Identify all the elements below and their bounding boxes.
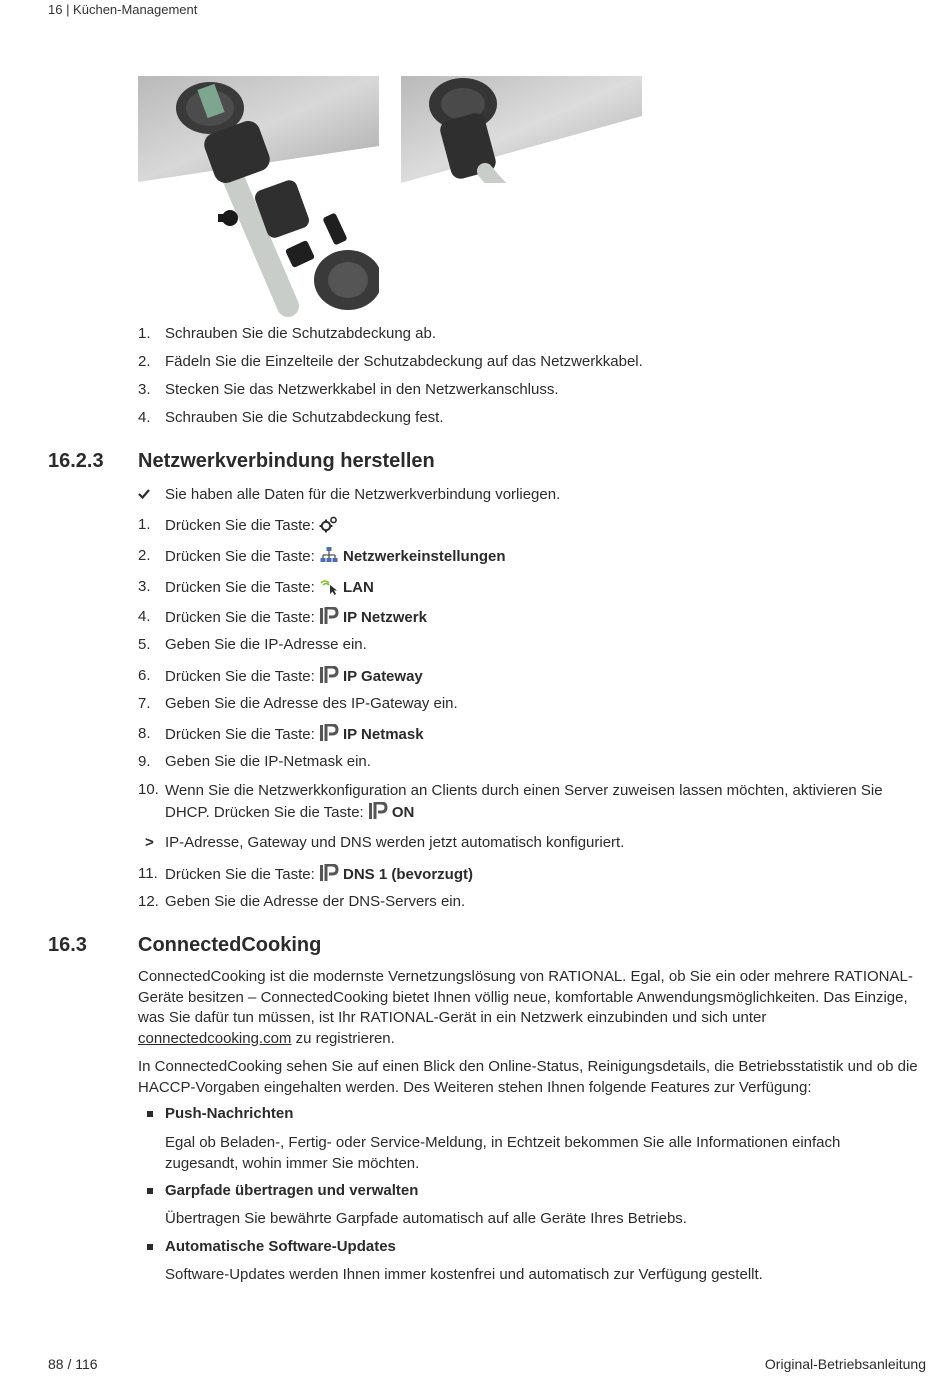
step-text: Drücken Sie die Taste: — [165, 548, 315, 565]
running-header: 16 | Küchen-Management — [48, 2, 198, 17]
step-number: 8. — [138, 725, 151, 742]
button-label: IP Netmask — [342, 726, 424, 743]
step-text: DHCP. Drücken Sie die Taste: — [165, 804, 364, 821]
step-number: 11. — [138, 865, 158, 882]
button-label: IP Netzwerk — [342, 609, 427, 626]
step-text: Drücken Sie die Taste: — [165, 726, 315, 743]
feature-title: Garpfade übertragen und verwalten — [165, 1182, 419, 1199]
document-title: Original-Betriebsanleitung — [764, 1356, 926, 1372]
step-number: 2. — [138, 547, 151, 564]
step-text: Geben Sie die IP-Netmask ein. — [165, 753, 371, 770]
step-number: 6. — [138, 667, 151, 684]
cover-assembled-photo — [401, 76, 642, 183]
step-text: Drücken Sie die Taste: — [165, 609, 315, 626]
features-intro-paragraph: In ConnectedCooking sehen Sie auf einen Blick den Online-Status, Reinigungsdetails, die Betriebsstatistik und ob die HACCP-Vorgaben eingehalten werden. Des Weiteren stehen Ihnen folgende Features zur Verfügung: — [138, 1058, 918, 1096]
button-label: LAN — [342, 579, 374, 596]
feature-description: Egal ob Beladen-, Fertig- oder Service-Meldung, in Echtzeit bekommen Sie alle Informationen einfach zugesandt, wohin immer Sie möchten. — [165, 1134, 841, 1172]
step-number: 9. — [138, 753, 151, 770]
step-number: 2. — [138, 353, 151, 370]
bullet-icon — [147, 1111, 153, 1117]
step-number: 5. — [138, 636, 151, 653]
step-text: Schrauben Sie die Schutzabdeckung fest. — [165, 409, 444, 426]
step-number: 4. — [138, 608, 151, 625]
button-label: Netzwerkeinstellungen — [342, 548, 506, 565]
lan-icon[interactable] — [319, 577, 339, 601]
step-text: Geben Sie die Adresse der DNS-Servers ein. — [165, 893, 466, 910]
step-number: 12. — [138, 893, 159, 910]
section-title: ConnectedCooking — [138, 934, 322, 956]
ip-network-icon[interactable] — [319, 607, 339, 631]
button-label: ON — [391, 804, 415, 821]
step-number: 7. — [138, 695, 151, 712]
network-step — [138, 780, 910, 824]
feature-description: Übertragen Sie bewährte Garpfade automatisch auf alle Geräte Ihres Betriebs. — [165, 1210, 687, 1227]
step-number: 3. — [138, 578, 151, 595]
step-number: 4. — [138, 409, 151, 426]
step-text: Wenn Sie die Netzwerkkonfiguration an Clients durch einen Server zuweisen lassen möchten, aktivieren Sie — [165, 782, 883, 799]
section-number: 16.3 — [48, 934, 87, 956]
step-number: 1. — [138, 325, 151, 342]
section-title: Netzwerkverbindung herstellen — [138, 450, 435, 472]
feature-title: Automatische Software-Updates — [165, 1238, 396, 1255]
step-text: Geben Sie die Adresse des IP-Gateway ein. — [165, 695, 458, 712]
step-number: 1. — [138, 516, 151, 533]
bullet-icon — [147, 1244, 153, 1250]
feature-description: Software-Updates werden Ihnen immer kostenfrei und automatisch zur Verfügung gestellt. — [165, 1266, 763, 1283]
step-text: Fädeln Sie die Einzelteile der Schutzabdeckung auf das Netzwerkkabel. — [165, 353, 643, 370]
button-label: IP Gateway — [342, 668, 423, 685]
step-text: Schrauben Sie die Schutzabdeckung ab. — [165, 325, 437, 342]
network-settings-icon[interactable] — [319, 546, 339, 570]
checkmark-icon — [138, 485, 164, 505]
bullet-icon — [147, 1188, 153, 1194]
step-text: Drücken Sie die Taste: — [165, 517, 315, 534]
feature-title: Push-Nachrichten — [165, 1105, 294, 1122]
step-text: Drücken Sie die Taste: — [165, 866, 315, 883]
precondition-text: Sie haben alle Daten für die Netzwerkverbindung vorliegen. — [165, 486, 561, 503]
result-marker: > — [145, 834, 154, 851]
step-text: Drücken Sie die Taste: — [165, 579, 315, 596]
page-number: 88 / 116 — [48, 1356, 98, 1372]
ip-dns-icon[interactable] — [319, 864, 339, 888]
settings-gear-icon[interactable] — [319, 515, 339, 539]
step-text: Drücken Sie die Taste: — [165, 668, 315, 685]
connectedcooking-link[interactable]: connectedcooking.com — [138, 1029, 292, 1047]
step-number: 10. — [138, 781, 159, 798]
section-number: 16.2.3 — [48, 450, 104, 472]
result-text: IP-Adresse, Gateway und DNS werden jetzt automatisch konfiguriert. — [165, 834, 625, 851]
ip-netmask-icon[interactable] — [319, 724, 339, 748]
step-number: 3. — [138, 381, 151, 398]
button-label: DNS 1 (bevorzugt) — [342, 866, 473, 883]
ip-dhcp-icon[interactable] — [368, 802, 388, 827]
intro-paragraph: ConnectedCooking ist die modernste Vernetzungslösung von RATIONAL. Egal, ob Sie ein oder mehrere RATIONAL-Geräte besitzen – ConnectedCooking bietet Ihnen völlig neue, komfortable Anwendungsmöglichkeiten. Das Einzige, was Sie dafür tun müssen, ist Ihr RATIONAL-Gerät in ein Netzwerk einzubinden und sich unter connectedcooking.com zu registrieren. — [138, 968, 913, 1047]
ip-gateway-icon[interactable] — [319, 666, 339, 690]
cover-disassembled-photo — [138, 76, 379, 318]
step-text: Stecken Sie das Netzwerkkabel in den Netzwerkanschluss. — [165, 381, 559, 398]
step-text: Geben Sie die IP-Adresse ein. — [165, 636, 367, 653]
